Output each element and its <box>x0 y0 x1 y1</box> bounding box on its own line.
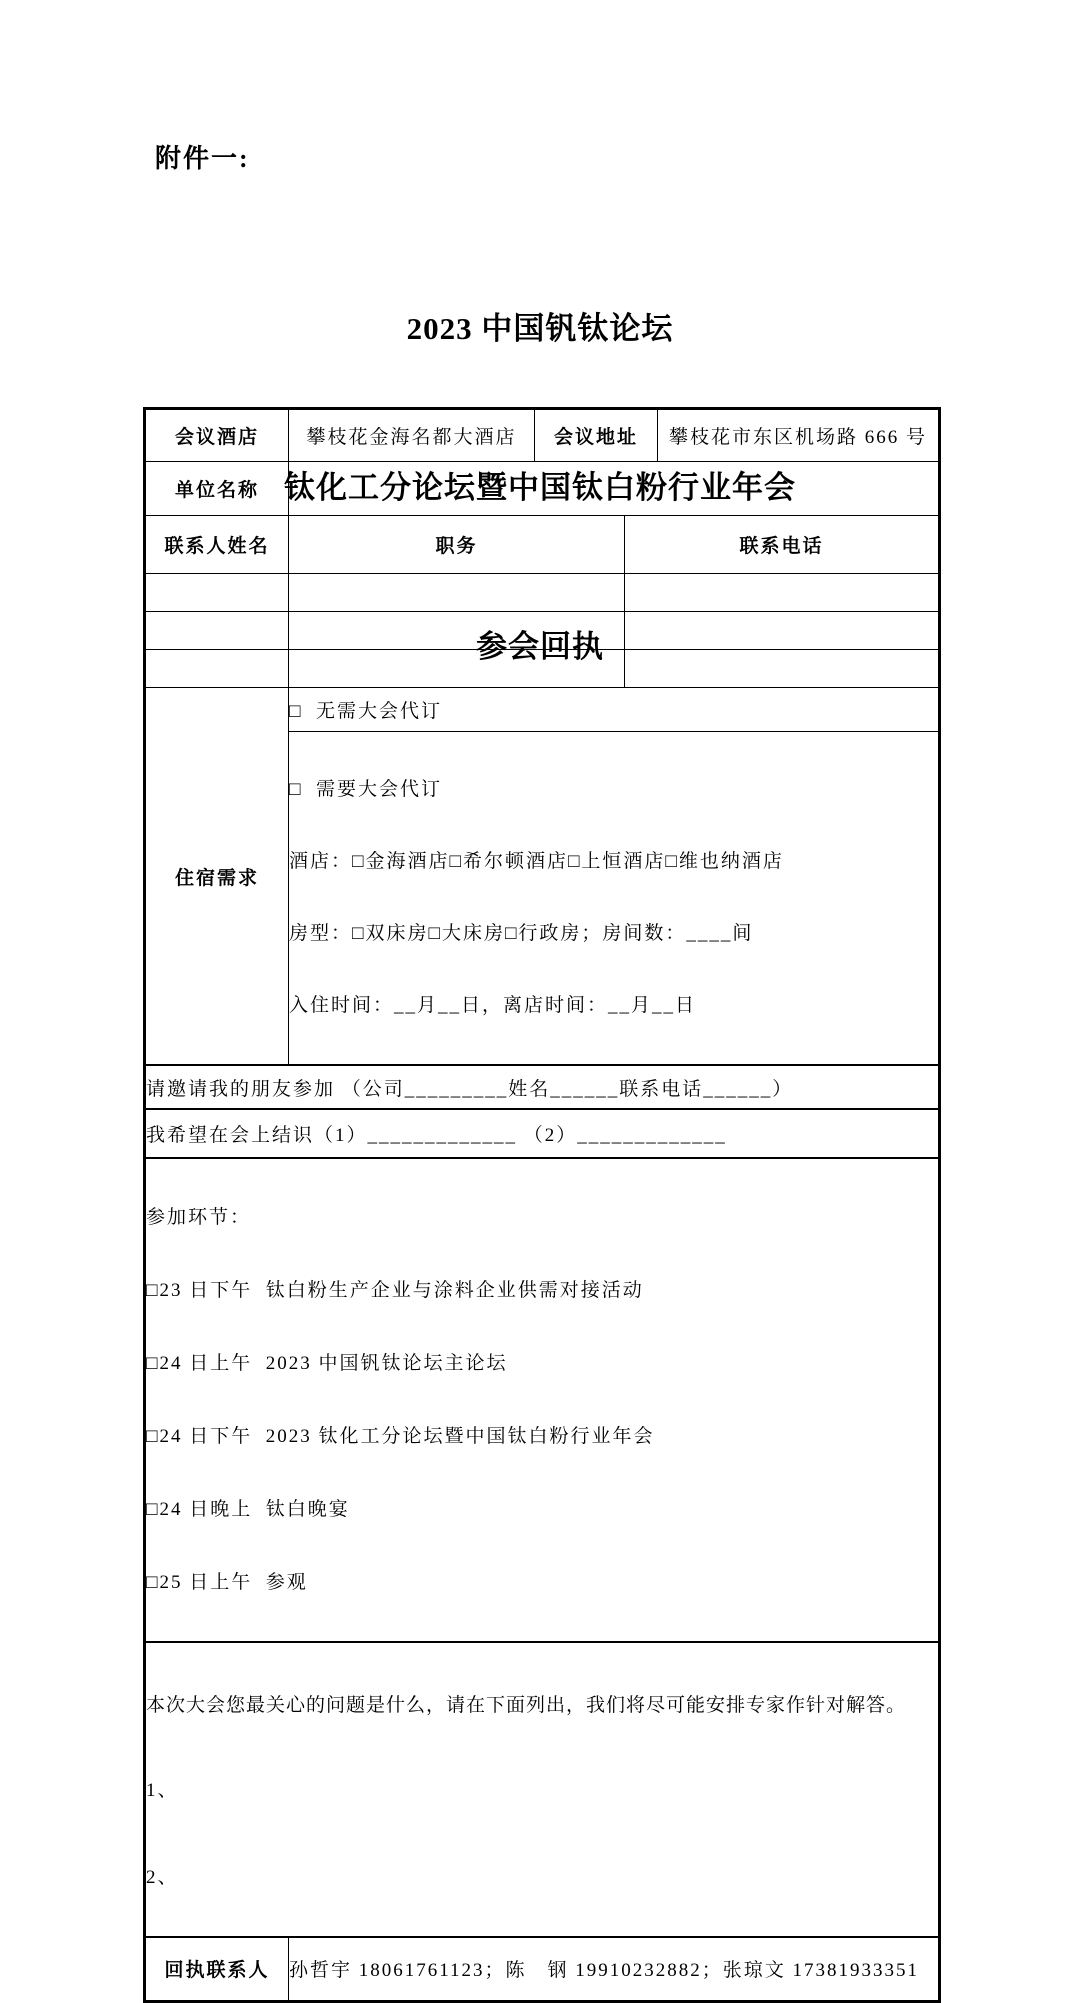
contact-phone-header: 联系电话 <box>625 516 940 574</box>
title-line-2: 钛化工分论坛暨中国钛白粉行业年会 <box>284 470 796 505</box>
questions-cell <box>145 1642 940 1937</box>
title-line-1: 2023 中国钒钛论坛 <box>406 311 674 346</box>
meeting-address-value: 攀枝花市东区机场路 666 号 <box>658 409 940 462</box>
contact-title-blank-cell <box>289 612 625 650</box>
reply-contact-label: 回执联系人 <box>145 1937 289 2001</box>
meeting-address-label: 会议地址 <box>535 409 658 462</box>
meeting-hotel-label: 会议酒店 <box>145 409 289 462</box>
accommodation-option-book: □ 需要大会代订 <box>289 779 442 800</box>
invite-friends-row: 请邀请我的朋友参加 （公司_________姓名______联系电话______） <box>145 1065 940 1109</box>
sessions-title: 参加环节： <box>146 1207 252 1228</box>
contact-phone-blank-cell <box>625 574 940 612</box>
questions-prompt: 本次大会您最关心的问题是什么，请在下面列出，我们将尽可能安排专家作针对解答。 <box>146 1695 907 1716</box>
meet-wish-row: 我希望在会上结识（1）_____________ （2）_____________ <box>145 1109 940 1158</box>
stay-dates-line: 入住时间：__月__日，离店时间：__月__日 <box>289 995 697 1016</box>
contact-name-blank-cell <box>145 650 289 688</box>
org-name-blank-cell <box>289 462 940 516</box>
session-item-4: □24 日晚上 钛白晚宴 <box>146 1499 350 1520</box>
sessions-cell <box>145 1158 940 1642</box>
attachment-label: 附件一: <box>155 144 250 173</box>
accommodation-label: 住宿需求 <box>145 688 289 1066</box>
question-line-2: 2、 <box>146 1867 179 1888</box>
reply-contact-value: 孙哲宇 18061761123；陈 钢 19910232882；张琼文 17381933351 <box>289 1937 940 2001</box>
contact-name-header: 联系人姓名 <box>145 516 289 574</box>
org-name-label: 单位名称 <box>145 462 289 516</box>
contact-title-header: 职务 <box>289 516 625 574</box>
accommodation-option-none: □ 无需大会代订 <box>289 688 940 732</box>
contact-phone-blank-cell <box>625 612 940 650</box>
room-type-line: 房型：□双床房□大床房□行政房；房间数：____间 <box>289 923 754 944</box>
contact-name-blank-cell <box>145 612 289 650</box>
contact-title-blank-cell <box>289 574 625 612</box>
session-item-2: □24 日上午 2023 中国钒钛论坛主论坛 <box>146 1353 508 1374</box>
meeting-hotel-value: 攀枝花金海名都大酒店 <box>289 409 535 462</box>
contact-phone-blank-cell <box>625 650 940 688</box>
title-line-3: 参会回执 <box>476 629 604 664</box>
contact-name-blank-cell <box>145 574 289 612</box>
hotel-options-line: 酒店：□金海酒店□希尔顿酒店□上恒酒店□维也纳酒店 <box>289 851 784 872</box>
accommodation-booking-cell <box>289 732 940 1066</box>
contact-row-2 <box>145 612 940 650</box>
session-item-3: □24 日下午 2023 钛化工分论坛暨中国钛白粉行业年会 <box>146 1426 655 1447</box>
session-item-5: □25 日上午 参观 <box>146 1572 308 1593</box>
contact-row-3 <box>145 650 940 688</box>
contact-row-1 <box>145 574 940 612</box>
registration-form-table <box>143 407 941 2003</box>
session-item-1: □23 日下午 钛白粉生产企业与涂料企业供需对接活动 <box>146 1280 644 1301</box>
question-line-1: 1、 <box>146 1780 179 1801</box>
contact-title-blank-cell <box>289 650 625 688</box>
